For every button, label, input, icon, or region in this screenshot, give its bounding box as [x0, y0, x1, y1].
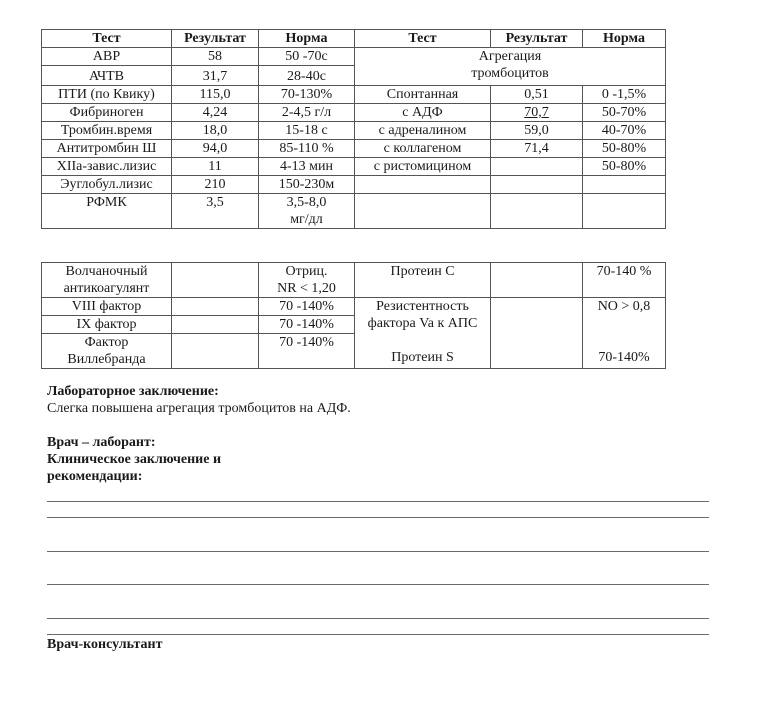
- aggregation-norm: 50-80%: [583, 158, 666, 176]
- test-norm: 15-18 с: [259, 122, 355, 140]
- aggregation-test: [355, 194, 491, 229]
- lab-conclusion-text: Слегка повышена агрегация тромбоцитов на АДФ.: [47, 401, 351, 416]
- test-name: XIIа-завис.лизис: [42, 158, 172, 176]
- test-norm: 70 -140%: [259, 298, 355, 316]
- header-test: Тест: [355, 30, 491, 48]
- table-header-row: [42, 30, 666, 48]
- test-name-line3: Протеин S: [391, 350, 454, 365]
- norm-line1: NO > 0,8: [597, 299, 651, 314]
- test-name: Антитромбин Ш: [42, 140, 172, 158]
- table-row: [42, 122, 666, 140]
- aggregation-norm: [583, 176, 666, 194]
- test-result: 3,5: [172, 194, 259, 229]
- table-row: [42, 298, 666, 316]
- writing-line: [47, 501, 709, 502]
- test-name: Протеин C: [355, 263, 491, 298]
- test-norm: 4-13 мин: [259, 158, 355, 176]
- test-name: VIII фактор: [42, 298, 172, 316]
- table-row: [42, 194, 666, 229]
- test-name-line1: Волчаночный: [65, 264, 148, 279]
- test-result: [172, 298, 259, 316]
- table-row: [42, 158, 666, 176]
- aggregation-section-header: [355, 48, 666, 86]
- test-norm: [259, 194, 355, 229]
- test-norm: [583, 298, 666, 369]
- test-norm: [259, 263, 355, 298]
- aggregation-test: [355, 176, 491, 194]
- test-name: Тромбин.время: [42, 122, 172, 140]
- table-row: [42, 140, 666, 158]
- test-norm: 70 -140%: [259, 316, 355, 334]
- test-name: АЧТВ: [42, 66, 172, 86]
- norm-line1: 3,5-8,0: [286, 195, 327, 210]
- header-result: Результат: [172, 30, 259, 48]
- clinical-conclusion-title-line1: Клиническое заключение и: [47, 452, 222, 467]
- aggregation-norm: 50-80%: [583, 140, 666, 158]
- header-norm: Норма: [583, 30, 666, 48]
- table-row: [42, 176, 666, 194]
- test-name-line1: Резистентность: [376, 299, 469, 314]
- test-norm: 2-4,5 г/л: [259, 104, 355, 122]
- aggregation-test: с АДФ: [355, 104, 491, 122]
- test-result: 4,24: [172, 104, 259, 122]
- writing-line: [47, 634, 709, 635]
- test-name: [42, 334, 172, 369]
- test-norm: 70-130%: [259, 86, 355, 104]
- test-name: ПТИ (по Квику): [42, 86, 172, 104]
- table-row: [42, 263, 666, 298]
- test-result: 58: [172, 48, 259, 66]
- test-result: 18,0: [172, 122, 259, 140]
- factors-table: [41, 262, 666, 369]
- test-name: IX фактор: [42, 316, 172, 334]
- aggregation-result: [491, 194, 583, 229]
- aggregation-norm: 50-70%: [583, 104, 666, 122]
- lab-conclusion-title: Лабораторное заключение:: [47, 384, 219, 399]
- aggregation-result: [491, 158, 583, 176]
- writing-line: [47, 584, 709, 585]
- aggregation-result: [491, 104, 583, 122]
- test-norm: 70-140 %: [583, 263, 666, 298]
- table-row: [42, 86, 666, 104]
- norm-line2: NR < 1,20: [277, 281, 336, 296]
- test-result: 210: [172, 176, 259, 194]
- test-norm: 70 -140%: [259, 334, 355, 369]
- test-name-line1: Фактор: [84, 335, 129, 350]
- test-result: 94,0: [172, 140, 259, 158]
- writing-line: [47, 517, 709, 518]
- test-result: [491, 298, 583, 369]
- aggregation-result: 71,4: [491, 140, 583, 158]
- norm-line2: 70-140%: [598, 350, 650, 365]
- table-row: [42, 48, 666, 66]
- coagulation-results-table: [41, 29, 666, 229]
- header-result: Результат: [491, 30, 583, 48]
- table-row: [42, 104, 666, 122]
- test-norm: 150-230м: [259, 176, 355, 194]
- test-name: АВР: [42, 48, 172, 66]
- test-name: Фибриноген: [42, 104, 172, 122]
- test-name: [42, 263, 172, 298]
- test-name: РФМК: [42, 194, 172, 229]
- aggregation-norm: [583, 194, 666, 229]
- aggregation-result: 59,0: [491, 122, 583, 140]
- test-result: [491, 263, 583, 298]
- writing-line: [47, 618, 709, 619]
- test-name: Эуглобул.лизис: [42, 176, 172, 194]
- aggregation-result-underlined: 70,7: [524, 105, 549, 120]
- test-name-line2: фактора Va к АПС: [367, 316, 478, 331]
- aggregation-test: с адреналином: [355, 122, 491, 140]
- norm-line2: мг/дл: [290, 212, 323, 227]
- clinical-conclusion-title-line2: рекомендации:: [47, 469, 143, 484]
- test-result: 115,0: [172, 86, 259, 104]
- test-name-line2: Виллебранда: [67, 352, 146, 367]
- test-norm: 28-40с: [259, 66, 355, 86]
- aggregation-norm: 40-70%: [583, 122, 666, 140]
- consultant-label: Врач-консультант: [47, 637, 163, 652]
- test-norm: 50 -70с: [259, 48, 355, 66]
- writing-line: [47, 551, 709, 552]
- test-result: [172, 263, 259, 298]
- test-result: 31,7: [172, 66, 259, 86]
- test-name-line2: антикоагулянт: [63, 281, 150, 296]
- test-result: [172, 334, 259, 369]
- header-test: Тест: [42, 30, 172, 48]
- aggregation-title-line1: Агрегация: [478, 49, 542, 64]
- aggregation-norm: 0 -1,5%: [583, 86, 666, 104]
- aggregation-title-line2: тромбоцитов: [471, 66, 549, 81]
- test-norm: 85-110 %: [259, 140, 355, 158]
- aggregation-test: Спонтанная: [355, 86, 491, 104]
- test-result: 11: [172, 158, 259, 176]
- aggregation-test: с коллагеном: [355, 140, 491, 158]
- test-name: [355, 298, 491, 369]
- test-result: [172, 316, 259, 334]
- norm-line1: Отриц.: [285, 264, 328, 279]
- aggregation-test: с ристомицином: [355, 158, 491, 176]
- header-norm: Норма: [259, 30, 355, 48]
- aggregation-result: 0,51: [491, 86, 583, 104]
- aggregation-result: [491, 176, 583, 194]
- lab-doctor-label: Врач – лаборант:: [47, 435, 156, 450]
